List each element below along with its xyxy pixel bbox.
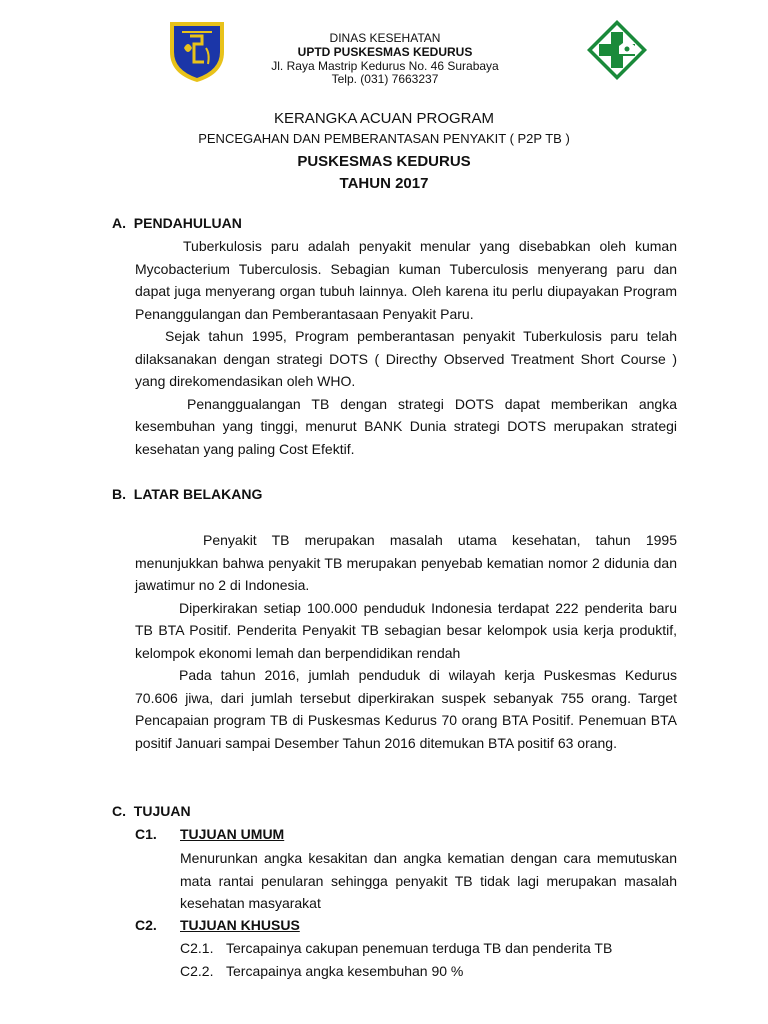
doc-org: PUSKESMAS KEDURUS: [297, 153, 471, 170]
section-c-heading: C. TUJUAN: [112, 803, 191, 819]
section-b-para-3: Pada tahun 2016, jumlah penduduk di wilayah kerja Puskesmas Kedurus 70.606 jiwa, dari jumlah tersebut diperkirakan suspek sebanyak 755 orang. Target Pencapaian program TB di Puskesmas Kedurus 70 orang BTA Positif. Penemuan BTA positif Januari sampai Desember Tahun 2016 ditemukan BTA positif 63 orang.: [135, 667, 677, 751]
doc-title: KERANGKA ACUAN PROGRAM: [273, 110, 495, 127]
c1-label: C1.: [135, 826, 157, 842]
list-item-text: Tercapainya angka kesembuhan 90 %: [226, 963, 464, 979]
address: Jl. Raya Mastrip Kedurus No. 46 Surabaya: [271, 59, 499, 73]
doc-subtitle: PENCEGAHAN DAN PEMBERANTASAN PENYAKIT ( P2P TB ): [198, 131, 570, 146]
unit-name: UPTD PUSKESMAS KEDURUS: [297, 45, 473, 59]
doc-year: TAHUN 2017: [339, 175, 429, 192]
section-b-para-1: Penyakit TB merupakan masalah utama kesehatan, tahun 1995 menunjukkan bahwa penyakit TB merupakan penyebab kematian nomor 2 didunia dan jawatimur no 2 di Indonesia.: [135, 532, 677, 593]
section-a-para-3: Penanggualangan TB dengan strategi DOTS dapat memberikan angka kesembuhan yang tinggi, menurut BANK Dunia strategi DOTS merupakan strategi kesehatan yang paling Cost Efektif.: [135, 395, 677, 457]
section-a-heading: A. PENDAHULUAN: [112, 215, 242, 231]
list-item: [180, 963, 463, 979]
phone: Telp. (031) 7663237: [331, 72, 439, 86]
c2-label: C2.: [135, 917, 157, 933]
list-item-number: C2.1.: [180, 940, 214, 956]
c1-text: Menurunkan angka kesakitan dan angka kematian dengan cara memutuskan mata rantai penularan sehingga penyakit TB tidak lagi merupakan masalah kesehatan masyarakat: [180, 850, 677, 911]
list-item: [180, 940, 612, 956]
c2-title: TUJUAN KHUSUS: [180, 917, 300, 933]
list-item-number: C2.2.: [180, 963, 214, 979]
puskesmas-logo: [585, 18, 649, 82]
section-b-para-2: Diperkirakan setiap 100.000 penduduk Indonesia terdapat 222 penderita baru TB BTA Positif. Penderita Penyakit TB sebagian besar kelompok usia kerja produktif, kelompok ekonomi lemah dan berpendidikan rendah: [135, 599, 677, 661]
agency-name: DINAS KESEHATAN: [329, 31, 441, 45]
list-item-text: Tercapainya cakupan penemuan terduga TB dan penderita TB: [226, 940, 613, 956]
section-a-para-2: Sejak tahun 1995, Program pemberantasan penyakit Tuberkulosis paru telah dilaksanakan dengan strategi DOTS ( Directhy Observed Treatment Short Course ) yang direkomendasikan oleh WHO.: [135, 328, 677, 389]
section-b-heading: B. LATAR BELAKANG: [112, 486, 263, 502]
section-a-para-1: Tuberkulosis paru adalah penyakit menular yang disebabkan oleh kuman Mycobacterium Tuberculosis. Sebagian kuman Tuberculosis menyerang paru dan dapat juga menyerang organ tubuh lainnya. Oleh karena itu perlu diupayakan Program Penanggulangan dan Pemberantasaan Penyakit Paru.: [135, 238, 677, 322]
c1-title: TUJUAN UMUM: [180, 826, 285, 842]
